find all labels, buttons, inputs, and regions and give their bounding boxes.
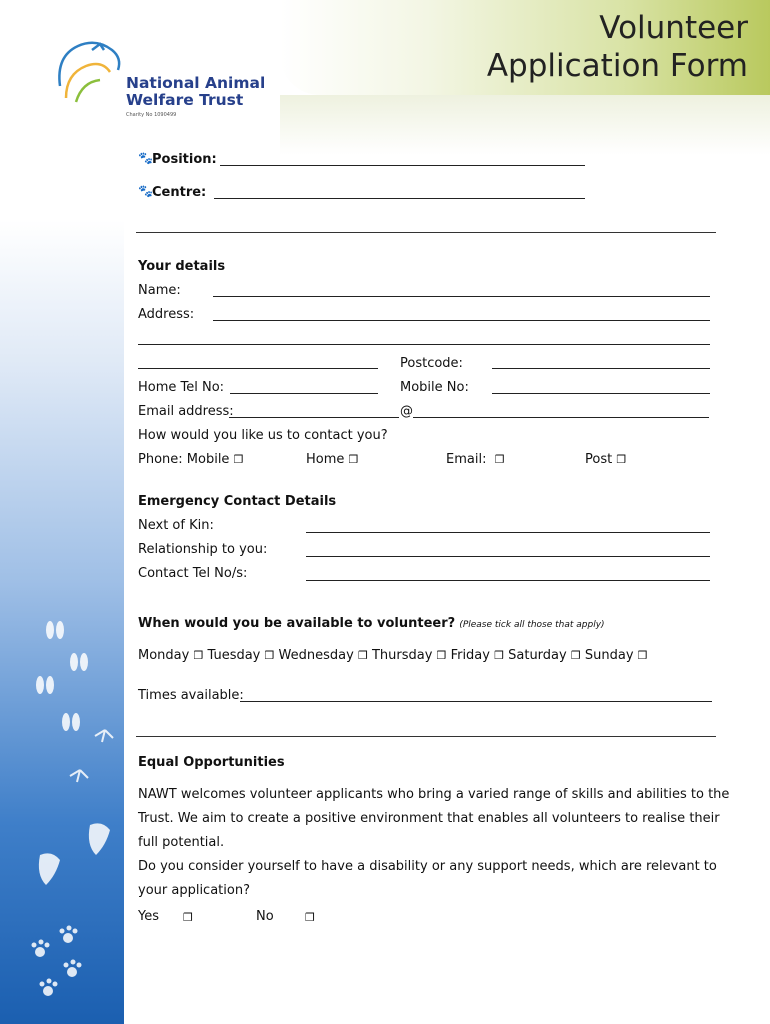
postcode-field[interactable] [492, 368, 710, 369]
day-option-saturday[interactable] [508, 648, 581, 663]
day-label: Sunday [584, 648, 634, 663]
relationship-label: Relationship to you: [138, 542, 268, 557]
paw-icon: 🐾 [138, 184, 153, 198]
email-user-field[interactable] [229, 417, 399, 418]
checkbox-icon[interactable]: ❒ [348, 453, 359, 466]
contact-tel-field[interactable] [306, 580, 710, 581]
charity-number: Charity No 1090499 [126, 112, 177, 118]
email-at-sign: @ [400, 404, 413, 419]
eo-question-line1: Do you consider yourself to have a disability or any support needs, which are relevant to [138, 859, 717, 874]
day-label: Tuesday [207, 648, 261, 663]
no-checkbox-icon[interactable]: ❒ [305, 911, 315, 924]
equal-opportunities-heading: Equal Opportunities [138, 755, 285, 770]
eo-paragraph-line2: Trust. We aim to create a positive environment that enables all volunteers to realise their [138, 811, 720, 826]
availability-heading: When would you be available to volunteer? [138, 616, 456, 631]
day-label: Thursday [371, 648, 433, 663]
day-label: Wednesday [278, 648, 354, 663]
contact-option-email[interactable] [446, 452, 505, 468]
email-label: Email address: [138, 404, 234, 419]
checkbox-icon[interactable]: ❒ [436, 649, 447, 662]
position-label: Position: [152, 152, 217, 167]
yes-checkbox-icon[interactable]: ❒ [183, 911, 193, 924]
checkbox-icon[interactable]: ❒ [233, 453, 244, 466]
org-name-line1: National Animal [126, 74, 266, 92]
availability-note: (Please tick all those that apply) [459, 620, 605, 630]
address-field-line2[interactable] [138, 344, 710, 345]
emergency-heading: Emergency Contact Details [138, 494, 337, 509]
day-option-wednesday[interactable] [279, 648, 368, 663]
header-banner-fade [280, 95, 770, 155]
day-label: Monday [138, 648, 190, 663]
animal-footprints-graphic [20, 600, 124, 1010]
your-details-heading: Your details [138, 259, 226, 274]
postcode-label: Postcode: [400, 356, 463, 371]
days-row [138, 648, 648, 664]
form-title-line2: Application Form [486, 48, 748, 84]
position-field[interactable] [220, 165, 585, 166]
section-divider [136, 232, 716, 233]
address-field-line1[interactable] [213, 320, 710, 321]
day-option-friday[interactable] [451, 648, 504, 663]
mobile-label: Mobile No: [400, 380, 469, 395]
checkbox-icon[interactable]: ❒ [494, 453, 505, 466]
checkbox-icon[interactable]: ❒ [616, 453, 627, 466]
day-label: Saturday [508, 648, 567, 663]
eo-question-line2: your application? [138, 883, 250, 898]
availability-question [138, 616, 605, 633]
address-label: Address: [138, 307, 195, 322]
contact-option-label: Email: [446, 452, 487, 467]
times-available-field[interactable] [240, 701, 712, 702]
day-option-monday[interactable] [138, 648, 203, 663]
nawt-logo-icon [52, 36, 132, 108]
checkbox-icon[interactable]: ❒ [264, 649, 275, 662]
mobile-field[interactable] [492, 393, 710, 394]
contact-option-label: Phone: Mobile [138, 452, 230, 467]
checkbox-icon[interactable]: ❒ [193, 649, 204, 662]
eo-paragraph-line1: NAWT welcomes volunteer applicants who bring a varied range of skills and abilities to the [138, 787, 730, 802]
contact-question: How would you like us to contact you? [138, 428, 388, 443]
eo-paragraph-line3: full potential. [138, 835, 225, 850]
centre-field[interactable] [214, 198, 585, 199]
contact-option-label: Post [585, 452, 613, 467]
times-available-label: Times available: [138, 688, 244, 703]
checkbox-icon[interactable]: ❒ [637, 649, 648, 662]
checkbox-icon[interactable]: ❒ [570, 649, 581, 662]
section-divider [136, 736, 716, 737]
day-option-thursday[interactable] [372, 648, 446, 663]
contact-option-label: Home [306, 452, 345, 467]
form-title-line1: Volunteer [599, 10, 748, 46]
centre-label: Centre: [152, 185, 207, 200]
no-label: No [256, 909, 274, 924]
checkbox-icon[interactable]: ❒ [357, 649, 368, 662]
name-field[interactable] [213, 296, 710, 297]
contact-option-home[interactable] [306, 452, 358, 468]
yes-label: Yes [138, 909, 159, 924]
checkbox-icon[interactable]: ❒ [494, 649, 504, 662]
contact-option-post[interactable] [585, 452, 626, 468]
next-of-kin-label: Next of Kin: [138, 518, 214, 533]
relationship-field[interactable] [306, 556, 710, 557]
name-label: Name: [138, 283, 181, 298]
next-of-kin-field[interactable] [306, 532, 710, 533]
day-label: Friday [450, 648, 490, 663]
contact-tel-label: Contact Tel No/s: [138, 566, 248, 581]
email-domain-field[interactable] [413, 417, 709, 418]
paw-icon: 🐾 [138, 151, 153, 165]
day-option-sunday[interactable] [585, 648, 648, 663]
home-tel-label: Home Tel No: [138, 380, 225, 395]
day-option-tuesday[interactable] [207, 648, 274, 663]
address-field-line3[interactable] [138, 368, 378, 369]
home-tel-field[interactable] [230, 393, 378, 394]
contact-option-mobile[interactable] [138, 452, 243, 468]
org-name-line2: Welfare Trust [126, 91, 244, 109]
